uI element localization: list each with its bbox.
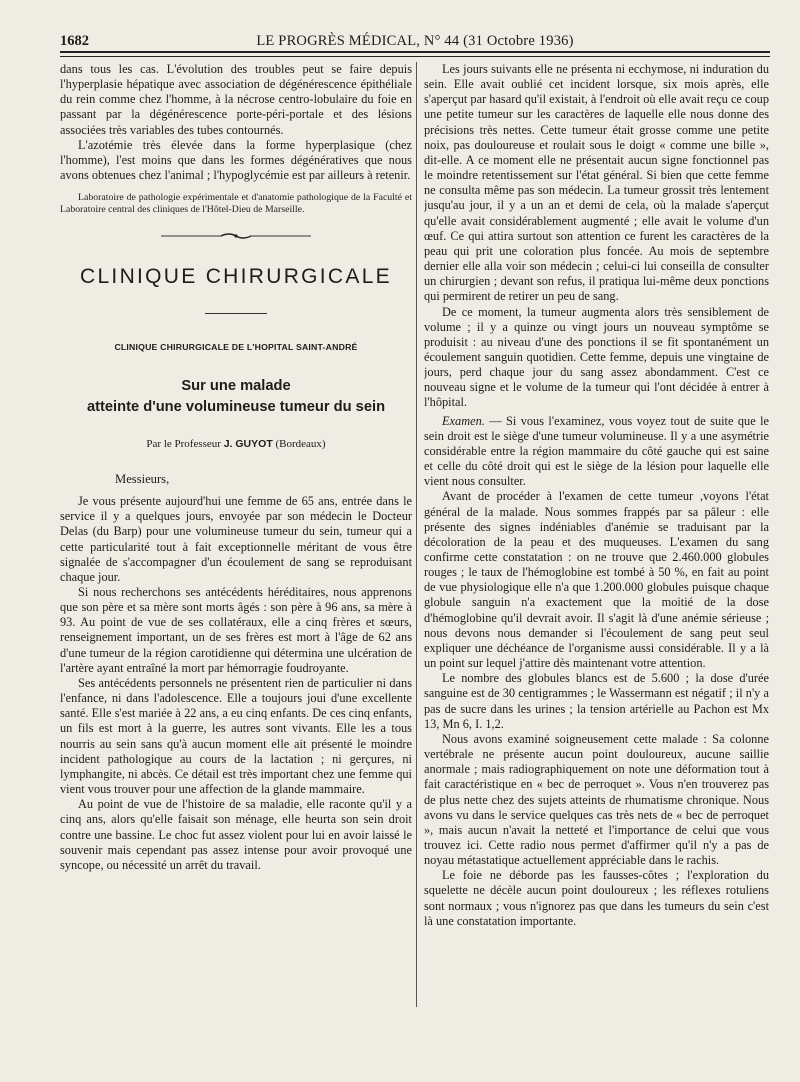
journal-title: LE PROGRÈS MÉDICAL, N° 44 (31 Octobre 1936) [256, 33, 574, 49]
paragraph: Avant de procéder à l'examen de cette tumeur ,voyons l'état général de la malade. Nous sommes frappés par sa pâleur : elle présente des signes indéniables d'anémie se traduisant par la décoloration de la peau et des muqueuses. L'examen du sang confirme cette constatation : on ne trouve que 2.460.000 globules rouges ; le taux de l'hémoglobine est tombé à 50 %, en fait au point de vue physiologique elle n'a que 1.200.000 globules puisque chaque globule sanguin n'a exactement que la moitié de la dose d'hémoglobine qu'il devrait avoir. Il s'agit là d'une anémie sérieuse ; nous devons nous demander si l'écoulement de sang peut seul expliquer une déchéance de l'organisme aussi considérable. Il y a là un point sur lequel j'attire dès maintenant votre attention. [424, 489, 769, 671]
paragraph: Si nous recherchons ses antécédents héréditaires, nous apprenons que son père et sa mère sont morts âgés : son père à 96 ans, sa mère à 93. Au point de vue de ses collatéraux, elle a cinq frères et sœurs, renseignement important, un de ses frères est mort à l'âge de 62 ans d'une tumeur de la région carotidienne qui détermina une ulcération de l'artère ayant entraîné la mort par hémorragie foudroyante. [60, 585, 412, 675]
header-rule-thin [60, 56, 770, 57]
author-line [60, 437, 412, 452]
article-title-line2: atteinte d'une volumineuse tumeur du sein [86, 398, 386, 415]
paragraph [424, 414, 769, 490]
exam-text: — Si vous l'examinez, vous voyez tout de suite que le sein droit est le siège d'une tumeur volumineuse. Il y a une asymétrie considérable entre la région mammaire du côté gauche qui est saine et celle du côté droit qui est le siège de la lésion pour laquelle elle vient nous consulter. [424, 413, 769, 489]
paragraph: dans tous les cas. L'évolution des troubles peut se faire depuis l'hyperplasie hépatique avec association de dégénérescence épithéliale du rein comme chez l'homme, à la nécrose centro-lobulaire du foie en passant par la dégénérescence porte-péri-portale et des lésions associées très variables des tubes contournés. [60, 62, 412, 137]
exam-label: Examen. [442, 413, 485, 428]
salutation: Messieurs, [115, 471, 170, 486]
paragraph: Au point de vue de l'histoire de sa maladie, elle raconte qu'il y a cinq ans, alors qu'elle faisait son ménage, elle heurta son sein droit contre une bassine. Le choc fut assez violent pour lui en avoir laissé le souvenir mais cependant pas assez intense pour avoir provoqué une syncope, ou nécessité un arrêt du travail. [60, 797, 412, 872]
paragraph: Le nombre des globules blancs est de 5.600 ; la dose d'urée sanguine est de 30 centigrammes ; le Wassermann est négatif ; il n'y a pas de sucre dans les urines ; la tension artérielle au Pachon est Mx 13, Mn 6, I. 1,2. [424, 671, 769, 731]
section-title: CLINIQUE CHIRURGICALE [79, 265, 392, 289]
ornament-divider-icon [161, 231, 311, 241]
left-column [60, 62, 412, 1072]
article-title-line1: Sur une malade [181, 377, 291, 394]
paragraph: Les jours suivants elle ne présenta ni ecchymose, ni induration du sein. Elle avait oublié cet incident lorsque, six mois après, elle s'aperçut par hasard qu'il existait, à l'endroit où elle avait reçu ce coup une petite tumeur sur les caractères de laquelle elle nous donne des précisions très nettes. Cette tumeur était grosse comme une petite noix, pas douloureuse et roulait sous le doigt « comme une bille », dit-elle. A ce moment elle ne présentait aucun signe fonctionnel pas le moindre retentissement sur l'état général. Si bien que cette femme ne consulta même pas son médecin. La tumeur grossit très lentement jusqu'au jour, il y a un an et demi de cela, où la malade s'aperçut qu'elle avait considérablement augmenté ; elle avait le volume d'un œuf. Ce qui attira surtout son attention ce furent les caractères de la peau qui prit une coloration plus foncée. Au mois de septembre dernier elle alla voir son médecin ; celui-ci lui conseilla de consulter un chirurgien ; devant son refus, il pratiqua lui-même deux ponctions qui permirent de retirer un peu de sang. [424, 62, 769, 304]
paragraph: De ce moment, la tumeur augmenta alors très sensiblement de volume ; il y a quinze ou vingt jours un nouveau symptôme se produisit : au niveau d'une des ponctions il se fit spontanément un écoulement sanguin quotidien. Cette femme, depuis une vingtaine de jours, perd chaque jour du sang assez abondamment. C'est ce nouveau signe et le volume de la tumeur qui l'ont décidée à entrer à l'hôpital. [424, 304, 769, 410]
author-name: J. GUYOT [223, 437, 273, 450]
paragraph: Nous avons examiné soigneusement cette malade : Sa colonne vertébrale ne présente aucun point douloureux, aucune saillie anormale ; mais radiographiquement on note une déformation tout à fait caractéristique en « bec de perroquet ». Vous n'en trouverez pas de plus nette chez des sujets atteints de rhumatisme chronique. Nous avons vu dans le service quelques cas très nets de « bec de perroquet », mais aucun n'avait la netteté et l'importance de celui que vous trouvez ici. Cette radio nous permet d'affirmer qu'il n'y a pas de noyau métastatique actuellement appréciable dans le rachis. [424, 731, 769, 868]
paragraph: L'azotémie très élevée dans la forme hyperplasique (chez l'homme), l'est moins que dans les formes dégénératives que nous avons obtenues chez l'animal ; l'hypoglycémie est par ailleurs à retenir. [60, 137, 412, 183]
author-prefix: Par le Professeur [146, 437, 221, 450]
paragraph: Le foie ne déborde pas les fausses-côtes ; l'exploration du squelette ne décèle aucun point douloureux ; les réflexes rotuliens sont normaux ; vous n'ignorez pas que dans les tumeurs du sein c'est là une constatation importante. [424, 868, 769, 928]
paragraph: Je vous présente aujourd'hui une femme de 65 ans, entrée dans le service il y a quelques jours, envoyée par son médecin le Docteur Delas (du Barp) pour une volumineuse tumeur du sein, tumeur qui a cette particularité tout à fait exceptionnelle méritant de vous être signalée de s'accompagner d'un écoulement de sang se reproduisant chaque jour. [60, 494, 412, 584]
author-city: (Bordeaux) [275, 437, 326, 450]
running-header [60, 30, 770, 52]
article-subheading: CLINIQUE CHIRURGICALE DE L'HOPITAL SAINT-ANDRÉ [114, 341, 358, 352]
right-column [424, 62, 769, 1072]
paragraph: Ses antécédents personnels ne présentent rien de particulier ni dans l'enfance, ni dans l'adolescence. Elle a toujours joui d'une excellente santé. Elle s'est mariée à 22 ans, a eu cinq enfants. De ces cinq enfants, un fils est mort à la guerre, les autres sont vivants. Elle les a tous nourris au sein sans qu'à aucun moment elle ait présenté le moindre incident pathologique au cours de la lactation ; ni gerçures, ni lymphangite, ni abcès. Ce détail est très important chez une femme qui vient vous trouver pour une affection de la glande mammaire. [60, 675, 412, 797]
short-divider [205, 313, 267, 314]
page-number: 1682 [60, 33, 89, 49]
column-divider [416, 62, 417, 1007]
header-rule-thick [60, 51, 770, 53]
lab-note: Laboratoire de pathologie expérimentale et d'anatomie pathologique de la Faculté et Laboratoire central des cliniques de l'Hôtel-Dieu de Marseille. [60, 192, 412, 215]
